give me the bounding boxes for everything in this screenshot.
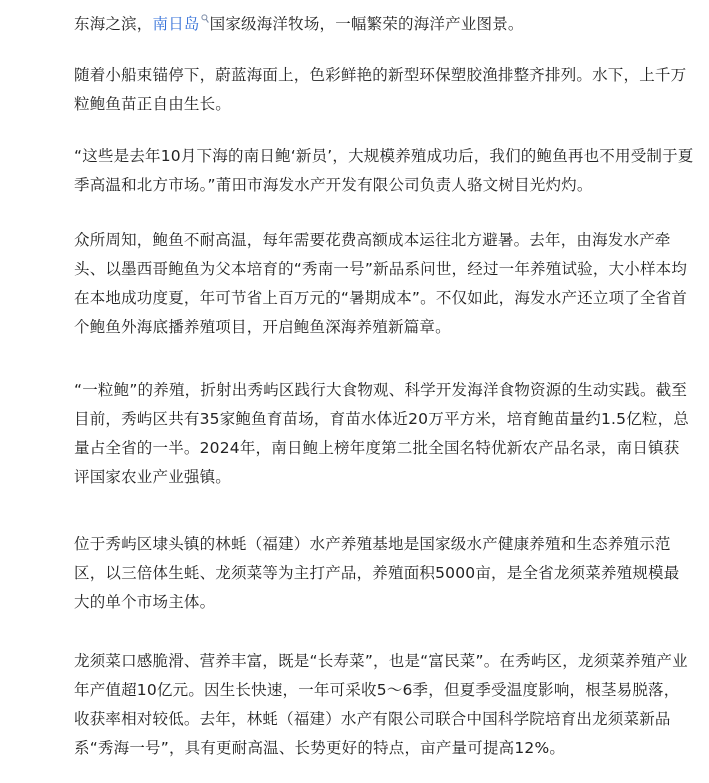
paragraph-1-lead: 东海之滨， — [74, 15, 153, 33]
paragraph-6: 位于秀屿区埭头镇的林蚝（福建）水产养殖基地是国家级水产健康养殖和生态养殖示范区，以三倍体生蚝、龙须菜等为主打产品，养殖面积5000亩，是全省龙须菜养殖规模最大的单个市场主体。 — [74, 535, 680, 611]
nanri-island-link[interactable]: 南日岛 — [152, 15, 200, 33]
paragraph-1 — [74, 10, 694, 39]
paragraph-2: 随着小船束锚停下，蔚蓝海面上，色彩鲜艳的新型环保塑胶渔排整齐排列。水下，上千万粒鲍鱼苗正自由生长。 — [74, 66, 687, 113]
paragraph-5: “一粒鲍”的养殖，折射出秀屿区践行大食物观、科学开发海洋食物资源的生动实践。截至目前，秀屿区共有35家鲍鱼育苗场，育苗水体近20万平方米，培育鲍苗量约1.5亿粒，总量占全省的一半。2024年，南日鲍上榜年度第二批全国名特优新农产品名录，南日镇获评国家农业产业强镇。 — [74, 381, 689, 486]
paragraph-1-rest: 国家级海洋牧场，一幅繁荣的海洋产业图景。 — [209, 15, 524, 33]
paragraph-4: 众所周知，鲍鱼不耐高温，每年需要花费高额成本运往北方避暑。去年，由海发水产牵头、以墨西哥鲍鱼为父本培育的“秀南一号”新品系问世，经过一年养殖试验，大小样本均在本地成功度夏，年可节省上百万元的“暑期成本”。不仅如此，海发水产还立项了全省首个鲍鱼外海底播养殖项目，开启鲍鱼深海养殖新篇章。 — [74, 231, 688, 336]
paragraph-3: “这些是去年10月下海的南日鲍‘新员’，大规模养殖成功后，我们的鲍鱼再也不用受制于夏季高温和北方市场。”莆田市海发水产开发有限公司负责人骆文树目光灼灼。 — [74, 147, 694, 194]
search-icon[interactable] — [201, 14, 209, 24]
paragraph-7: 龙须菜口感脆滑、营养丰富，既是“长寿菜”，也是“富民菜”。在秀屿区，龙须菜养殖产业年产值超10亿元。因生长快速，一年可采收5～6季，但夏季受温度影响，根茎易脱落，收获率相对较低。去年，林蚝（福建）水产有限公司联合中国科学院培育出龙须菜新品系“秀海一号”，具有更耐高温、长势更好的特点，亩产量可提高12%。 — [74, 652, 688, 757]
